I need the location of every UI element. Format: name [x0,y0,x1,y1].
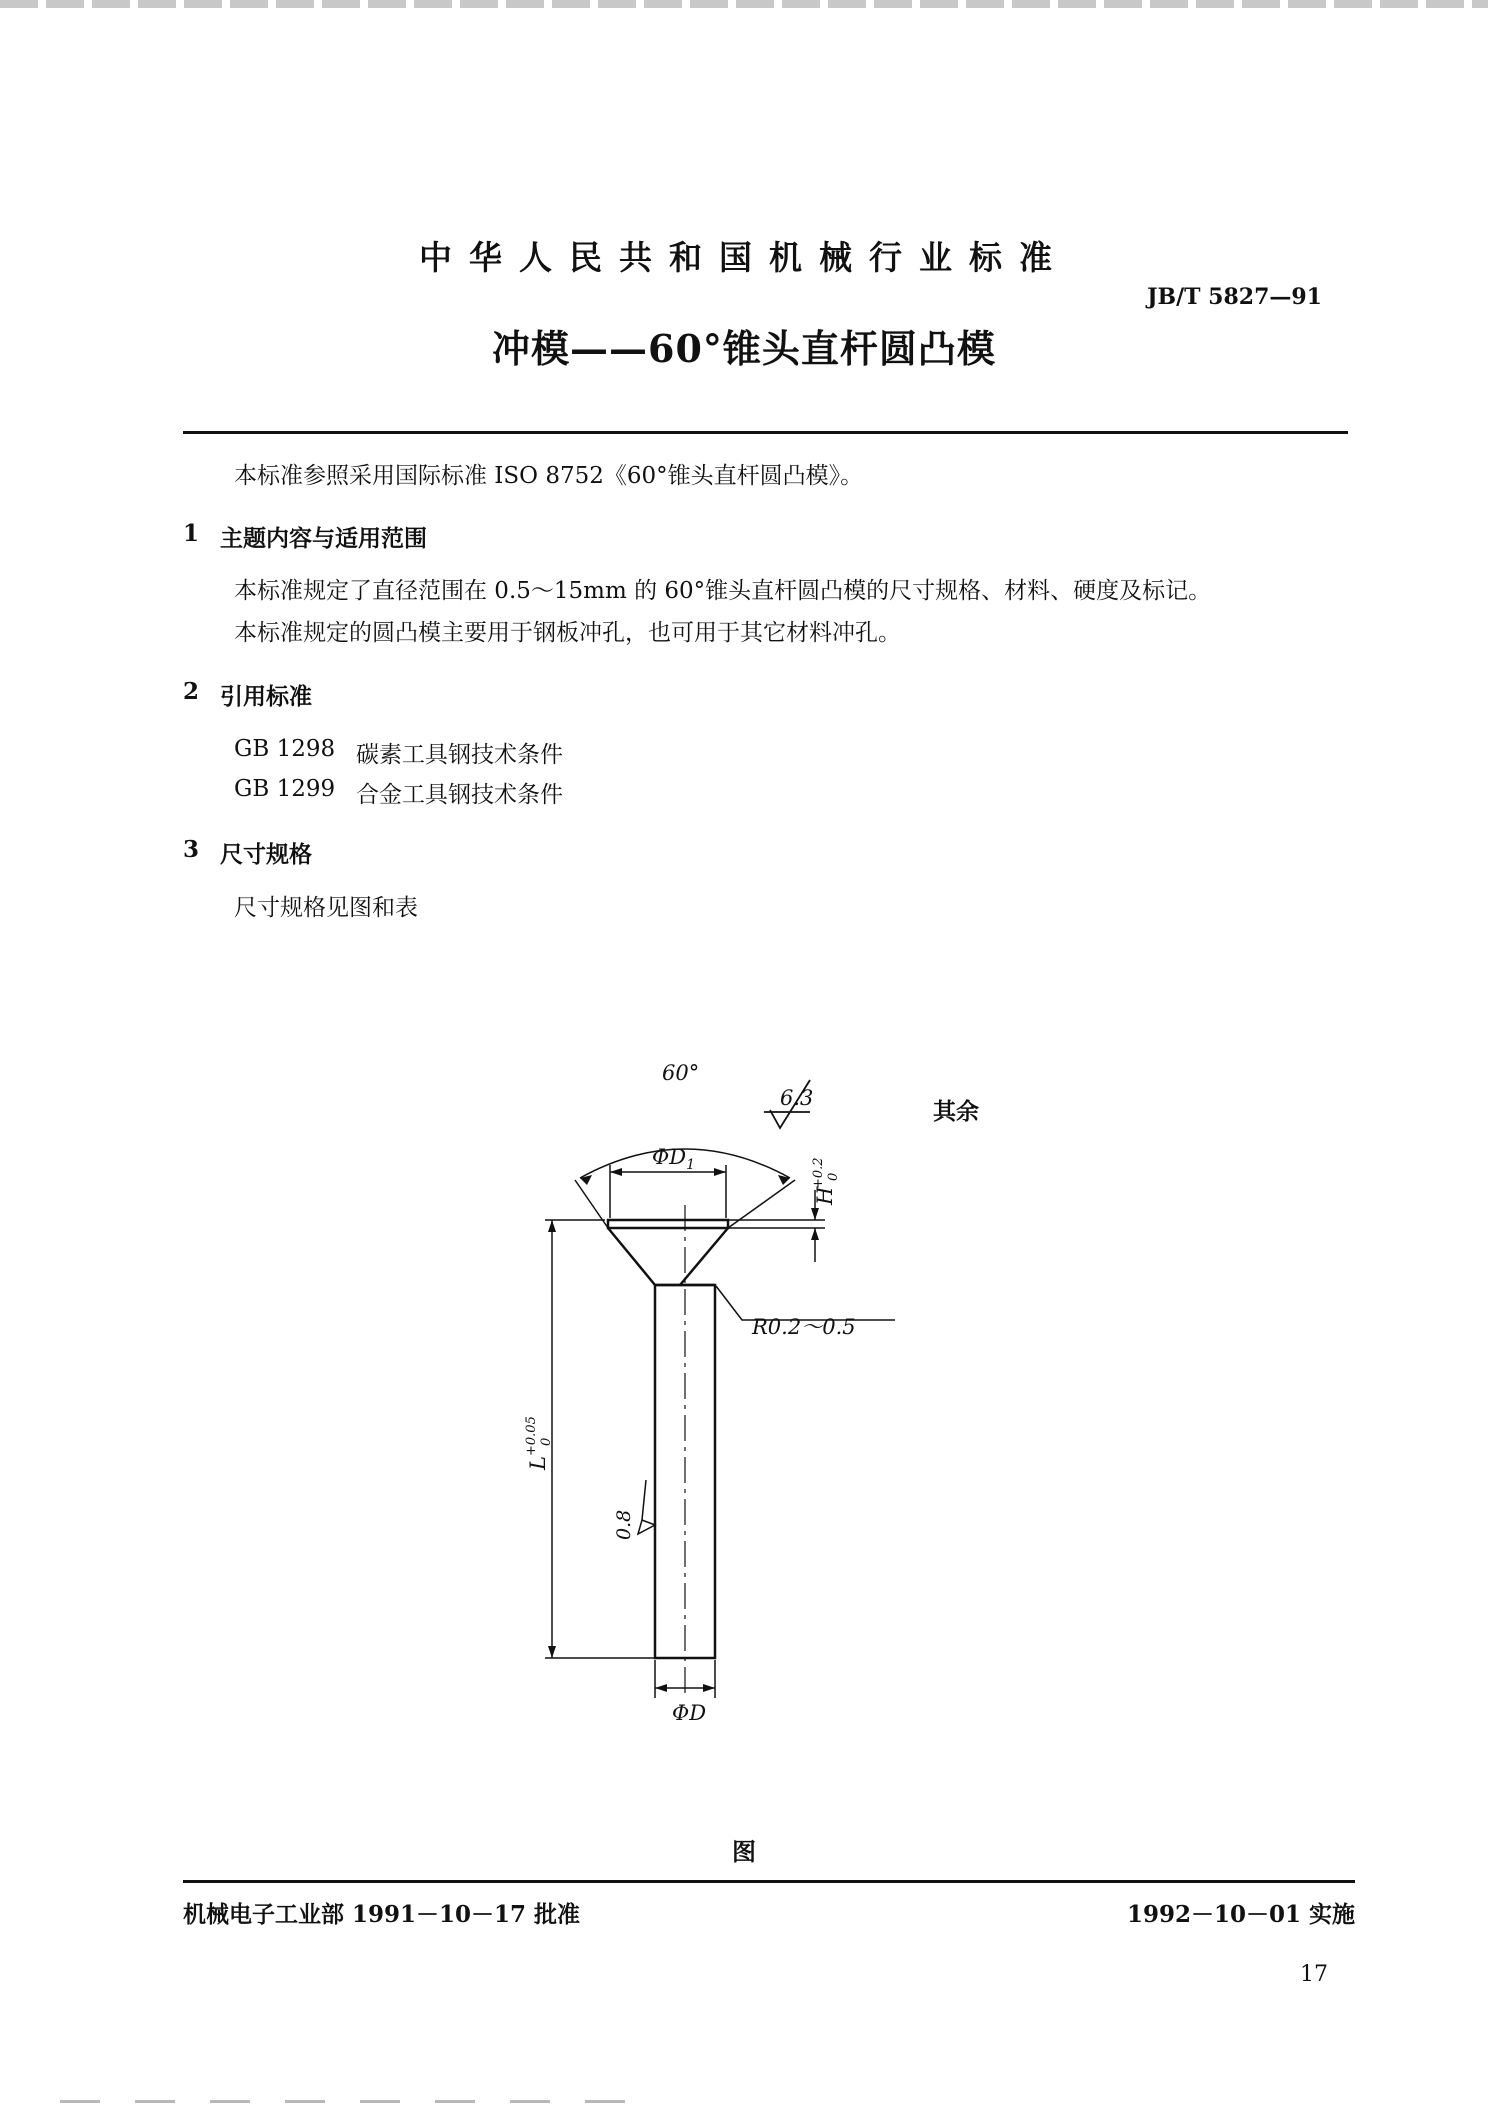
approval-line: 机械电子工业部 1991－10－17 批准 [183,1901,581,1928]
arrow-l-top [548,1220,556,1232]
arrow-d-right [703,1684,715,1692]
cone-flank-left [608,1228,655,1285]
effective-date: 1992－10－01 实施 [1126,1901,1355,1928]
scan-edge-top [0,0,1488,8]
arrow-h-bottom [811,1228,819,1240]
h-tolerance-upper: +0.2 [811,1157,826,1189]
section-1-paragraph-1: 本标准规定了直径范围在 0.5～15mm 的 60°锥头直杆圆凸模的尺寸规格、材料、硬度及标记。 [234,578,1212,604]
arrow-d1-left [610,1168,622,1176]
document-title: 冲模——60°锥头直杆圆凸模 [492,326,996,371]
radius-label: R0.2～0.5 [752,1315,856,1339]
punch-head-top [608,1220,728,1228]
h-tolerance-lower: 0 [826,1172,841,1181]
footer-rule [183,1880,1355,1883]
d1-label: $\Phi D_1$ [652,1145,695,1173]
section-1-title: 主题内容与适用范围 [220,525,427,552]
cone-flank-right [680,1228,728,1285]
shank-roughness-value: 0.8 [613,1509,635,1540]
arrow-d-left [655,1684,667,1692]
rest-roughness-value: 6.3 [780,1086,814,1110]
intro-paragraph: 本标准参照采用国际标准 ISO 8752《60°锥头直杆圆凸模》。 [234,463,864,489]
reference-code: GB 1298 [234,736,336,762]
l-label: L [526,1456,550,1470]
roughness-symbol-shank [638,1520,655,1534]
punch-drawing [480,1050,1000,1750]
scan-edge-bottom [60,2100,640,2103]
l-tolerance-lower: 0 [539,1437,554,1446]
section-1-paragraph-2: 本标准规定的圆凸模主要用于钢板冲孔，也可用于其它材料冲孔。 [234,620,901,646]
d-label: ΦD [672,1701,707,1725]
l-tolerance-upper: +0.05 [524,1416,539,1456]
section-3-title: 尺寸规格 [220,841,312,868]
figure-caption: 图 [732,1837,756,1866]
section-2-title: 引用标准 [220,683,312,710]
standard-code: JB/T 5827—91 [1147,284,1322,310]
header-organization: 中华人民共和国机械行业标准 [419,238,1069,277]
arrow-l-bottom [548,1646,556,1658]
rest-roughness-label: 其余 [933,1098,979,1125]
angle-extension-left [575,1180,608,1228]
arrow-d1-right [714,1168,726,1176]
reference-code: GB 1299 [234,776,336,802]
section-1-number: 1 [183,520,200,547]
h-label: H [813,1186,837,1205]
header-rule [183,431,1348,434]
page-number: 17 [1300,1962,1328,1987]
reference-name: 碳素工具钢技术条件 [356,742,563,768]
reference-name: 合金工具钢技术条件 [356,782,563,808]
angle-label: 60° [662,1061,700,1085]
section-3-paragraph: 尺寸规格见图和表 [234,895,418,921]
roughness-symbol-shank-tail [642,1480,646,1520]
section-2-number: 2 [183,678,200,705]
section-3-number: 3 [183,836,200,863]
angle-extension-right [728,1180,795,1228]
arrow-h-top [811,1208,819,1220]
